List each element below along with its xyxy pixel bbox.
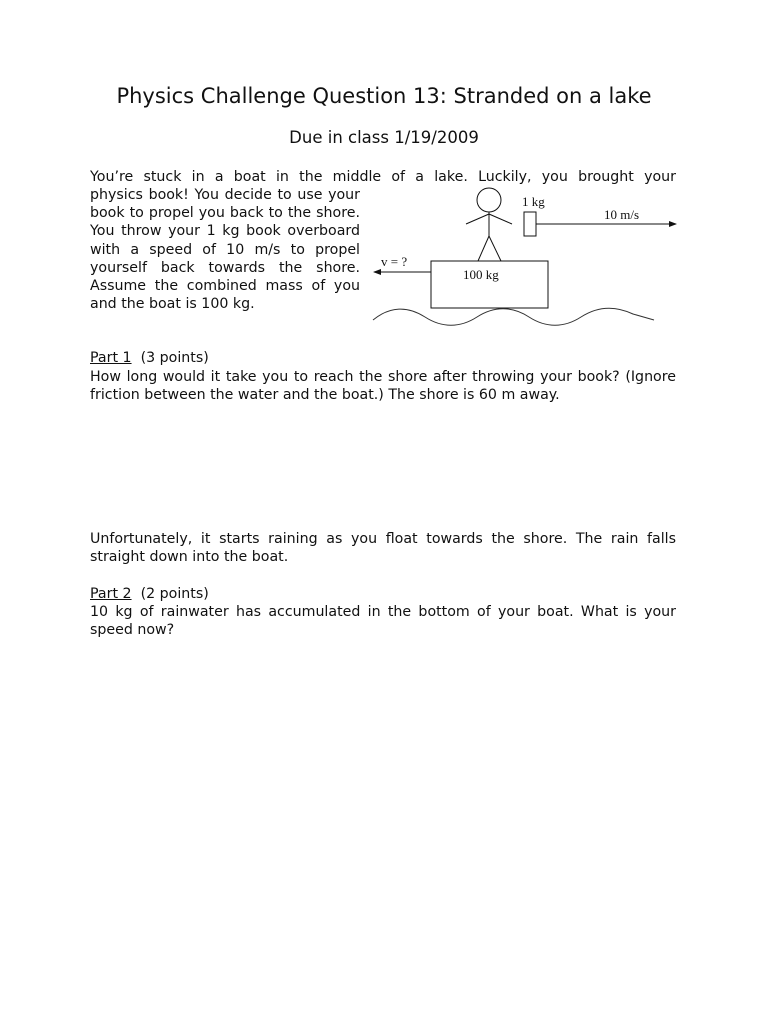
- page-title: Physics Challenge Question 13: Stranded on a lake: [116, 84, 652, 108]
- part2-points: (2 points): [140, 586, 209, 602]
- part2-label: Part 2: [90, 586, 132, 602]
- book-mass-label: 1 kg: [522, 194, 545, 209]
- due-date: Due in class 1/19/2009: [289, 128, 479, 147]
- part2-heading: [90, 585, 209, 603]
- part1-label: Part 1: [90, 350, 132, 366]
- rain-paragraph: Unfortunately, it starts raining as you float towards the shore. The rain falls straight down into the boat.: [90, 531, 676, 566]
- part1-question: How long would it take you to reach the shore after throwing your book? (Ignore friction between the water and the boat.) The shore is 60 m away.: [90, 369, 676, 404]
- water-wave-line: [373, 308, 654, 325]
- part1-points: (3 points): [140, 350, 209, 366]
- book-shape: [524, 212, 536, 236]
- boat-mass-label: 100 kg: [463, 267, 499, 282]
- boat-diagram: [368, 184, 684, 326]
- boat-speed-label: v = ?: [381, 254, 408, 269]
- intro-paragraph: physics book! You decide to use your book to propel you back to the shore. You throw your 1 kg book overboard with a speed of 10 m/s to propel yourself back towards the shore. Assume the combined mass of you and the boat is 100 kg.: [90, 187, 360, 313]
- part1-heading: [90, 349, 209, 367]
- intro-first-line: You’re stuck in a boat in the middle of a lake. Luckily, you brought your: [90, 169, 676, 185]
- part2-question: 10 kg of rainwater has accumulated in the bottom of your boat. What is your speed now?: [90, 604, 676, 639]
- book-speed-label: 10 m/s: [604, 207, 640, 222]
- stick-figure: [466, 188, 512, 261]
- head-shape: [477, 188, 501, 212]
